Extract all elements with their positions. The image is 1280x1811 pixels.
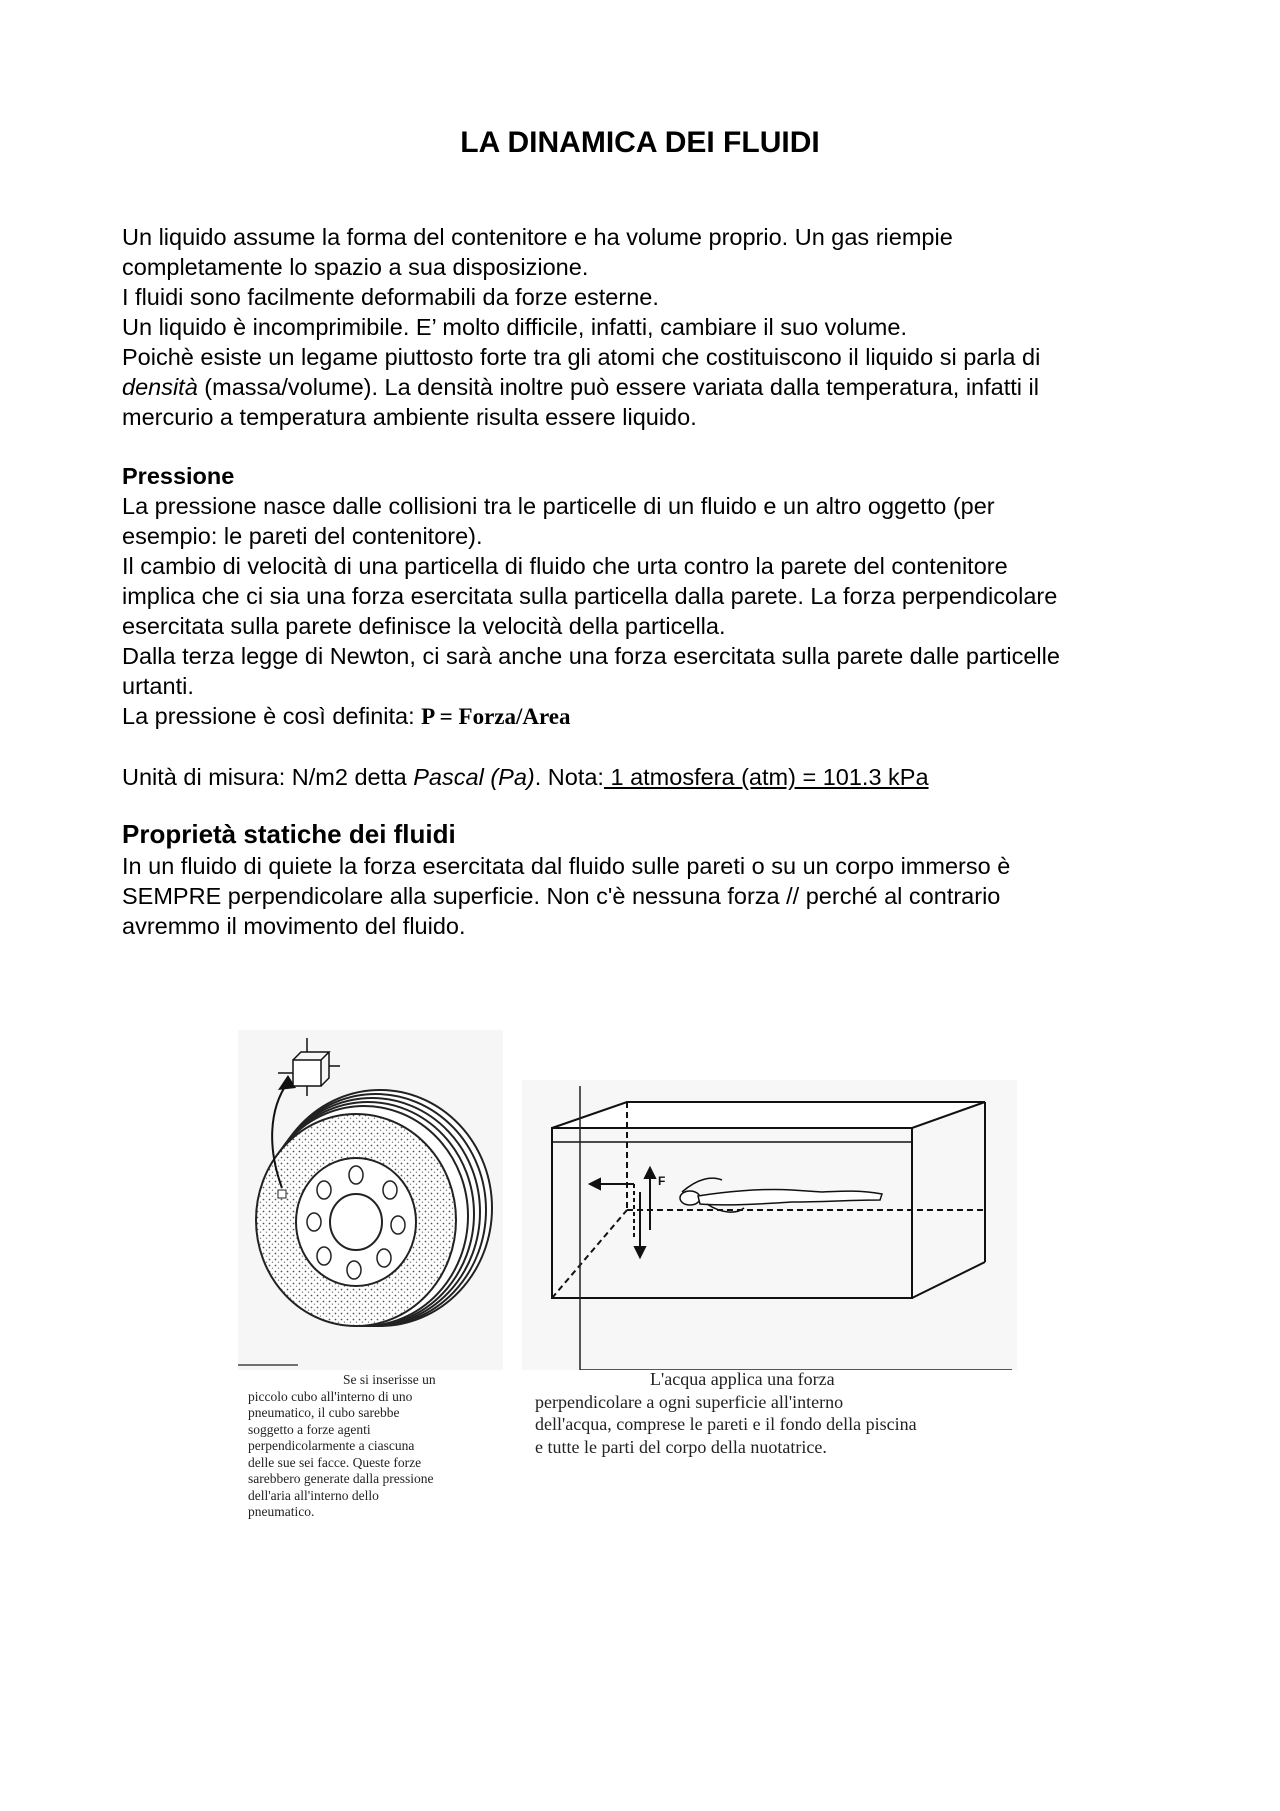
force-label: F — [658, 1174, 666, 1188]
pressione-section — [122, 461, 1182, 792]
caption-line: dell'acqua, comprese le pareti e il fondo della piscina — [535, 1414, 917, 1434]
intro-section — [122, 222, 1182, 432]
pressione-line: implica che ci sia una forza esercitata sulla particella dalla parete. La forza perpendicolare — [122, 583, 1058, 609]
caption-line: perpendicolarmente a ciascuna — [248, 1438, 415, 1453]
pressione-line: Dalla terza legge di Newton, ci sarà anche una forza esercitata sulla parete dalle particelle — [122, 643, 1060, 669]
intro-line: mercurio a temperatura ambiente risulta essere liquido. — [122, 404, 697, 430]
caption-line: L'acqua applica una forza — [650, 1369, 835, 1389]
caption-line: Se si inserisse un — [343, 1372, 436, 1387]
pressione-line: La pressione nasce dalle collisioni tra le particelle di un fluido e un altro oggetto (per — [122, 493, 995, 519]
caption-line: sarebbero generate dalla pressione — [248, 1471, 434, 1486]
pascal-term: Pascal (Pa) — [413, 764, 535, 790]
pressione-line: urtanti. — [122, 673, 194, 699]
intro-line: completamente lo spazio a sua disposizione. — [122, 254, 589, 280]
small-cube — [278, 1190, 286, 1198]
pressione-line: esercitata sulla parete definisce la velocità della particella. — [122, 613, 726, 639]
caption-line: pneumatico. — [248, 1504, 315, 1519]
caption-line: dell'aria all'interno dello — [248, 1487, 379, 1503]
intro-line: Poichè esiste un legame piuttosto forte tra gli atomi che costituiscono il liquido si parla di — [122, 344, 1041, 370]
intro-line: Un liquido è incomprimibile. E’ molto difficile, infatti, cambiare il suo volume. — [122, 314, 907, 340]
densita-term: densità — [122, 374, 198, 400]
pressure-definition: La pressione è così definita: P = Forza/Area — [122, 703, 571, 729]
pool-figure — [522, 1080, 1017, 1370]
unit-line: Unità di misura: N/m2 detta Pascal (Pa). Nota: 1 atmosfera (atm) = 101.3 kPa — [122, 764, 929, 790]
statiche-line: SEMPRE perpendicolare alla superficie. Non c'è nessuna forza // perché al contrario — [122, 883, 1001, 909]
atm-note: 1 atmosfera (atm) = 101.3 kPa — [603, 764, 929, 790]
statiche-section — [122, 817, 1182, 941]
page-title: LA DINAMICA DEI FLUIDI — [460, 126, 820, 159]
wheel-hub — [330, 1194, 382, 1250]
tire-caption — [248, 1372, 468, 1521]
pool-caption — [535, 1368, 1015, 1458]
statiche-heading: Proprietà statiche dei fluidi — [122, 819, 456, 849]
caption-line: e tutte le parti del corpo della nuotatrice. — [535, 1436, 827, 1457]
caption-line: soggetto a forze agenti — [248, 1421, 371, 1437]
intro-line: I fluidi sono facilmente deformabili da forze esterne. — [122, 284, 659, 310]
caption-line: perpendicolare a ogni superficie all'interno — [535, 1391, 844, 1412]
caption-line: pneumatico, il cubo sarebbe — [248, 1405, 400, 1420]
statiche-line: avremmo il movimento del fluido. — [122, 913, 466, 939]
pressione-line: Il cambio di velocità di una particella di fluido che urta contro la parete del contenitore — [122, 553, 1008, 579]
pressione-line: esempio: le pareti del contenitore). — [122, 523, 483, 549]
pressione-heading: Pressione — [122, 463, 235, 489]
intro-line: densità (massa/volume). La densità inoltre può essere variata dalla temperatura, infatti il — [122, 374, 1039, 400]
caption-line: piccolo cubo all'interno di uno — [248, 1388, 413, 1404]
statiche-line: In un fluido di quiete la forza esercitata dal fluido sulle pareti o su un corpo immerso è — [122, 853, 1011, 879]
caption-line: delle sue sei facce. Queste forze — [248, 1454, 422, 1470]
pressure-formula: P = Forza/Area — [421, 704, 571, 729]
intro-line: Un liquido assume la forma del contenitore e ha volume proprio. Un gas riempie — [122, 224, 953, 250]
tire-figure — [238, 1030, 503, 1370]
